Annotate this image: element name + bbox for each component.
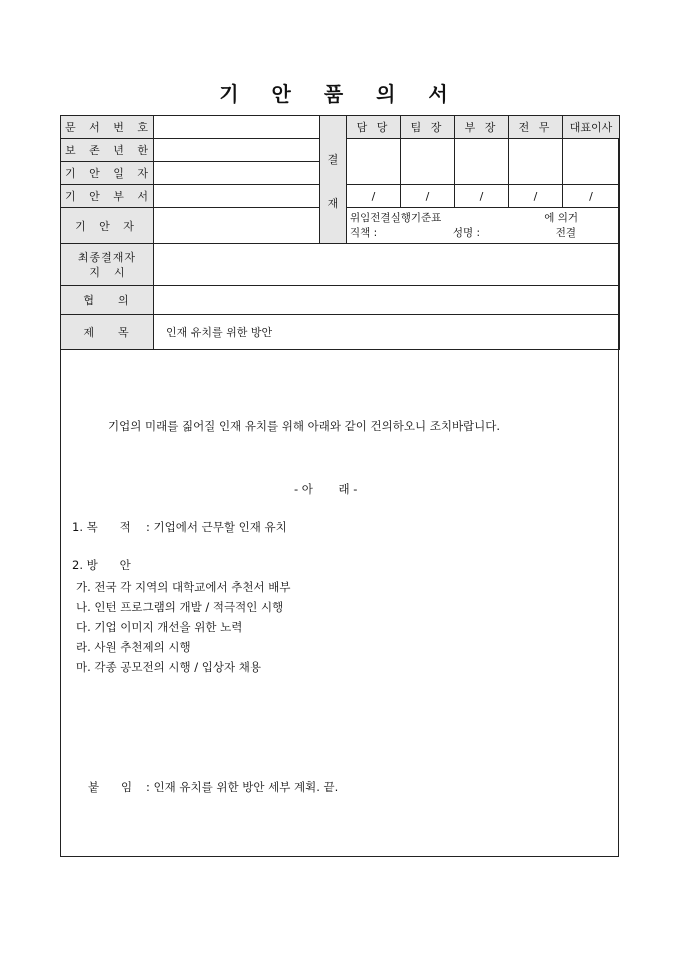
approval-date-4[interactable]: / [509,185,563,208]
signature-box-3[interactable] [455,139,509,185]
header-table [60,115,620,350]
approval-date-2[interactable]: / [401,185,455,208]
plan-item: 다. 기업 이미지 개선을 위한 노력 [76,620,243,634]
plan-item: 라. 사원 추천제의 시행 [76,640,191,654]
position-text: 직책 : [350,226,378,239]
approval-side-label-2: 재 [327,196,339,210]
name-text: 성명 : [452,226,481,239]
signature-box-5[interactable] [563,139,620,185]
retention-field[interactable] [154,139,320,162]
plan-item: 가. 전국 각 지역의 대학교에서 추천서 배부 [76,580,291,594]
delegation-basis [347,208,620,244]
intro-text: 기업의 미래를 짊어질 인재 유치를 위해 아래와 같이 건의하오니 조치바랍니다. [108,419,501,433]
drafter-label: 기 안 자 [61,208,154,244]
retention-label: 보 존 년 한 [61,139,154,162]
subject-field[interactable]: 인재 유치를 위한 방안 [154,315,620,350]
signature-box-1[interactable] [347,139,401,185]
final-approver-field[interactable] [154,244,620,286]
approval-date-1[interactable]: / [347,185,401,208]
purpose-label: 1. 목 적 [72,520,131,534]
approval-position-3: 부 장 [455,116,509,139]
draft-dept-field[interactable] [154,185,320,208]
approval-date-3[interactable]: / [455,185,509,208]
plan-item: 나. 인턴 프로그램의 개발 / 적극적인 시행 [76,600,284,614]
approval-position-4: 전 무 [509,116,563,139]
consult-field[interactable] [154,286,620,315]
doc-number-field[interactable] [154,116,320,139]
plan-item: 마. 각종 공모전의 시행 / 입상자 채용 [76,660,261,674]
final-approver-label [61,244,154,286]
subject-label: 제 목 [61,315,154,350]
approval-position-5: 대표이사 [563,116,620,139]
signature-box-2[interactable] [401,139,455,185]
attach-label: 붙 임 [88,780,133,794]
approval-date-5[interactable]: / [563,185,620,208]
approval-side-label-1: 결 [327,152,339,166]
final-approver-label-1: 최종결재자 [77,250,137,264]
drafter-field[interactable] [154,208,320,244]
attach-text: : 인재 유치를 위한 방안 세부 계획. 끝. [146,780,339,794]
doc-number-label: 문 서 번 호 [61,116,154,139]
draft-date-field[interactable] [154,162,320,185]
consult-label: 협 의 [61,286,154,315]
final-approver-label-2: 지 시 [89,265,125,279]
approval-position-1: 담 당 [347,116,401,139]
decision-text: 전결 [555,226,576,239]
approval-position-2: 팀 장 [401,116,455,139]
delegation-text: 위임전결실행기준표 [350,211,442,224]
document-title: 기 안 품 의 서 [219,82,461,106]
purpose-text: : 기업에서 근무할 인재 유치 [146,520,287,534]
draft-date-label: 기 안 일 자 [61,162,154,185]
according-text: 에 의거 [544,211,578,224]
below-heading: - 아 래 - [294,482,358,496]
plan-label: 2. 방 안 [72,558,131,572]
signature-box-4[interactable] [509,139,563,185]
approval-side-label [320,116,347,244]
draft-dept-label: 기 안 부 서 [61,185,154,208]
